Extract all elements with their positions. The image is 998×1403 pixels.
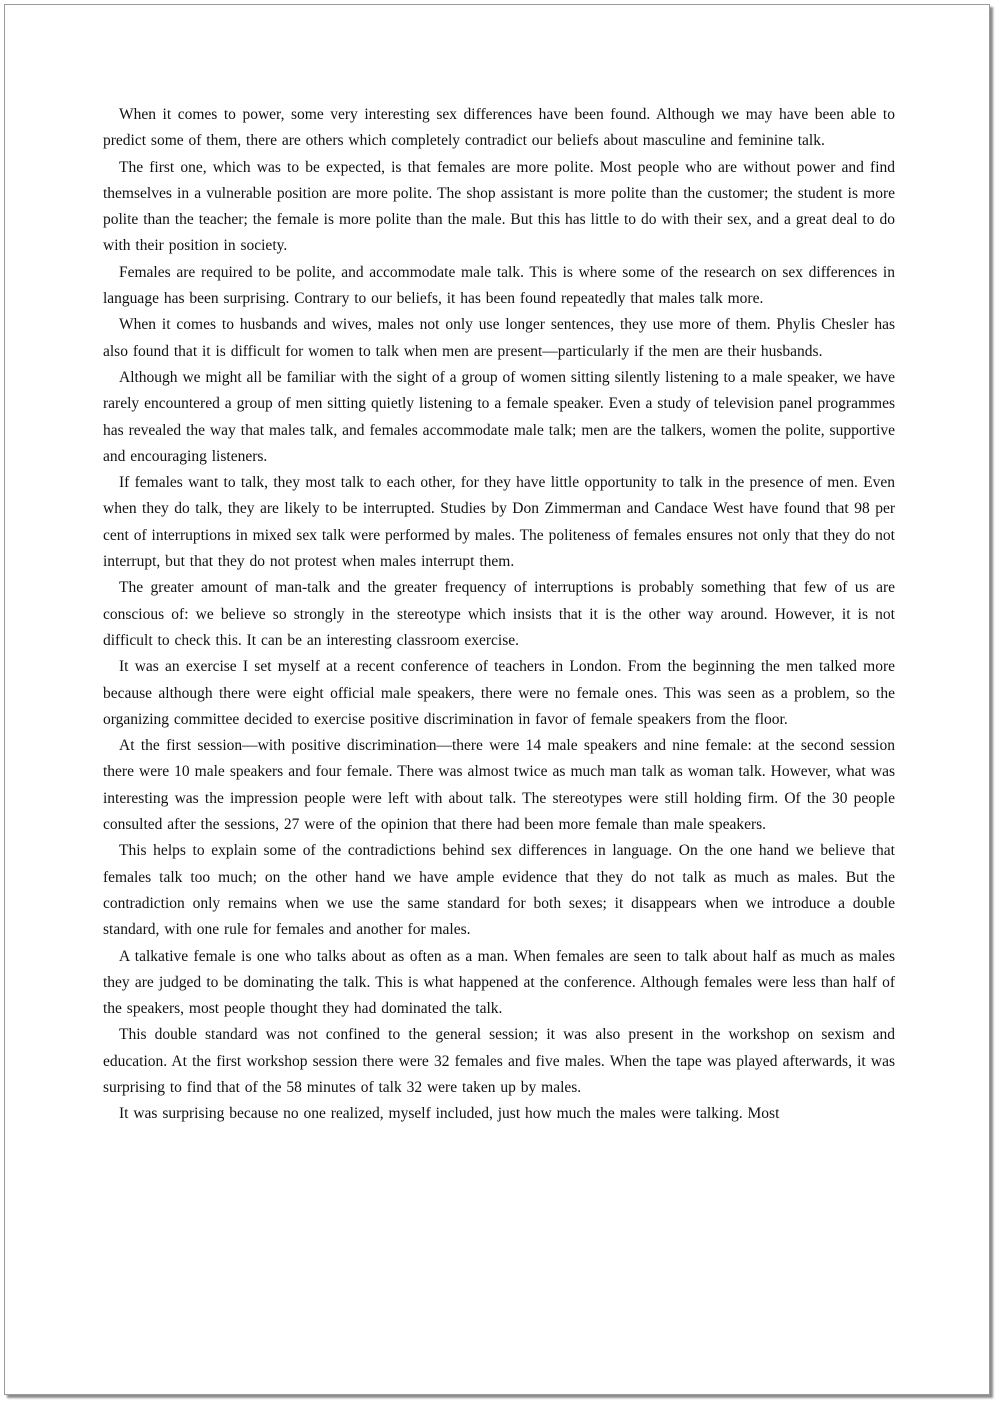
paragraph-6: If females want to talk, they most talk to each other, for they have little opportunity to talk in the presence of men. Even when they do talk, they are likely to be interrupted. Studies by Don Zimmerman and Candace West have found that 98 per cent of interruptions in mixed sex talk were performed by males. The politeness of females ensures not only that they do not interrupt, but that they do not protest when males interrupt them. — [103, 474, 895, 571]
paragraph-2: The first one, which was to be expected, is that females are more polite. Most people who are without power and find themselves in a vulnerable position are more polite. The shop assistant is more polite than the customer; the student is more polite than the teacher; the female is more polite than the male. But this has little to do with their sex, and a great deal to do with their position in society. — [103, 158, 895, 255]
document-body — [103, 102, 895, 1128]
paragraph-10: This helps to explain some of the contradictions behind sex differences in language. On the one hand we believe that females talk too much; on the other hand we have ample evidence that they do not talk as much as males. But the contradiction only remains when we use the same standard for both sexes; it disappears when we introduce a double standard, with one rule for females and another for males. — [103, 842, 895, 939]
document-page — [4, 4, 990, 1395]
paragraph-11: A talkative female is one who talks about as often as a man. When females are seen to talk about half as much as males they are judged to be dominating the talk. This is what happened at the conference. Although females were less than half of the speakers, most people thought they had dominated the talk. — [103, 947, 895, 1018]
paragraph-7: The greater amount of man-talk and the greater frequency of interruptions is probably something that few of us are conscious of: we believe so strongly in the stereotype which insists that it is the other way around. However, it is not difficult to check this. It can be an interesting classroom exercise. — [103, 579, 895, 649]
paragraph-5: Although we might all be familiar with the sight of a group of women sitting silently listening to a male speaker, we have rarely encountered a group of men sitting quietly listening to a female speaker. Even a study of television panel programmes has revealed the way that males talk, and females accommodate male talk; men are the talkers, women the polite, supportive and encouraging listeners. — [103, 368, 895, 465]
paragraph-9: At the first session—with positive discrimination—there were 14 male speakers and nine female: at the second session there were 10 male speakers and four female. There was almost twice as much man talk as woman talk. However, what was interesting was the impression people were left with about talk. The stereotypes were still holding firm. Of the 30 people consulted after the sessions, 27 were of the opinion that there had been more female than male speakers. — [103, 737, 895, 834]
paragraph-8: It was an exercise I set myself at a recent conference of teachers in London. From the beginning the men talked more because although there were eight official male speakers, there were no female ones. This was seen as a problem, so the organizing committee decided to exercise positive discrimination in favor of female speakers from the floor. — [103, 658, 895, 728]
paragraph-3: Females are required to be polite, and accommodate male talk. This is where some of the research on sex differences in language has been surprising. Contrary to our beliefs, it has been found repeatedly that males talk more. — [103, 263, 895, 308]
paragraph-13: It was surprising because no one realized, myself included, just how much the males were talking. Most — [119, 1105, 780, 1123]
paragraph-1: When it comes to power, some very interesting sex differences have been found. Although we may have been able to predict some of them, there are others which completely contradict our beliefs about masculine and feminine talk. — [103, 106, 895, 150]
paragraph-12: This double standard was not confined to the general session; it was also present in the workshop on sexism and education. At the first workshop session there were 32 females and five males. When the tape was played afterwards, it was surprising to find that of the 58 minutes of talk 32 were taken up by males. — [103, 1026, 895, 1096]
paragraph-4: When it comes to husbands and wives, males not only use longer sentences, they use more of them. Phylis Chesler has also found that it is difficult for women to talk when men are present—particularly if the men are their husbands. — [103, 316, 895, 360]
